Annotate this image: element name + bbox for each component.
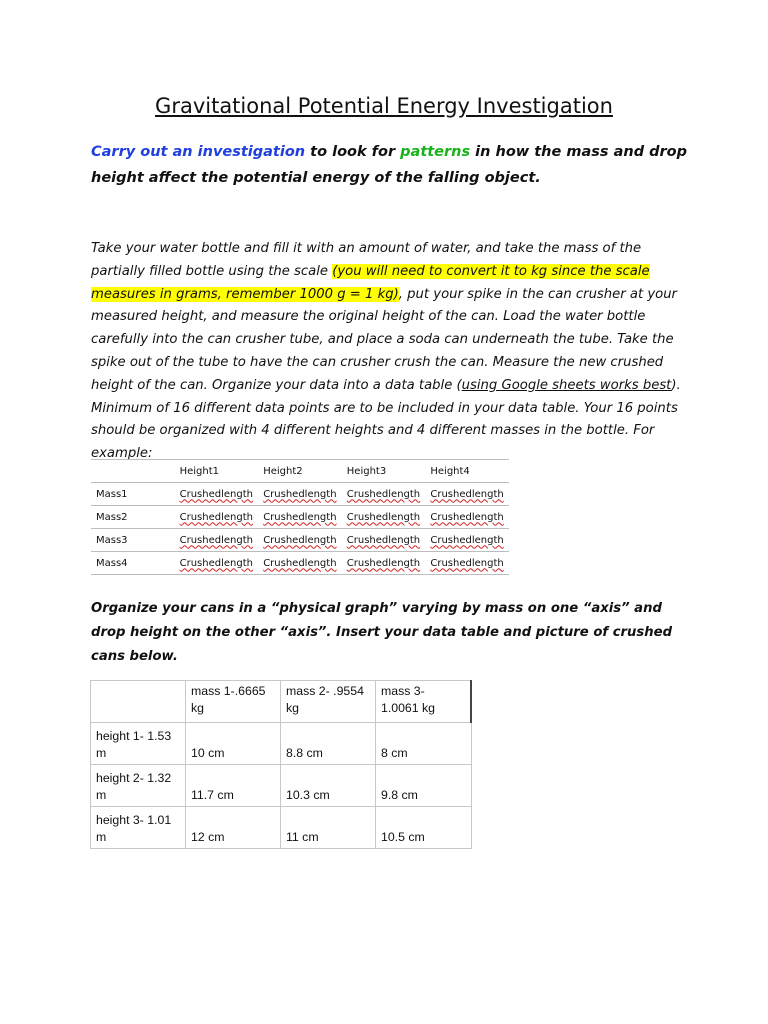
data-table-corner bbox=[91, 681, 186, 723]
data-col-header: mass 3- 1.0061 kg bbox=[376, 681, 472, 723]
instructions-underlined: using Google sheets works best bbox=[461, 377, 672, 393]
intro-text-1: to look for bbox=[305, 144, 401, 160]
example-cell: Crushedlength bbox=[263, 557, 337, 569]
example-cell: Crushedlength bbox=[179, 511, 253, 523]
instructions-highlight: (you will need to convert it to kg since the scale measures in grams, remember 1000 g = 1 kg) bbox=[91, 263, 650, 302]
example-table-header bbox=[91, 460, 509, 483]
data-col-header: mass 1-.6665 kg bbox=[186, 681, 281, 723]
data-cell: 11 cm bbox=[281, 807, 376, 849]
data-cell: 10.3 cm bbox=[281, 765, 376, 807]
table-row bbox=[91, 506, 509, 529]
data-row-label: height 3- 1.01 m bbox=[91, 807, 186, 849]
data-cell: 12 cm bbox=[186, 807, 281, 849]
instructions-text-2: , put your spike in the can crusher at your measured height, and measure the original height of the can. Load the water bottle carefully into the can crusher tube, and place a soda can underneath the tube. Take the spike out of the tube to have the can crusher crush the can. Measure the new crushed height of the can. Organize your data into a data table ( bbox=[91, 286, 677, 393]
data-cell: 10 cm bbox=[186, 723, 281, 765]
example-cell: Crushedlength bbox=[346, 557, 421, 569]
organize-paragraph: Organize your cans in a “physical graph” varying by mass on one “axis” and drop height on the other “axis”. Insert your data table and picture of crushed cans below. bbox=[91, 601, 673, 664]
intro-text-2: in how the mass and drop height affect the potential energy of the falling object. bbox=[91, 144, 687, 186]
data-cell: 11.7 cm bbox=[186, 765, 281, 807]
example-row-label: Mass2 bbox=[91, 506, 175, 529]
data-cell: 8.8 cm bbox=[281, 723, 376, 765]
data-cell: 10.5 cm bbox=[376, 807, 472, 849]
example-col-header: Height2 bbox=[258, 460, 342, 483]
example-cell: Crushedlength bbox=[179, 557, 253, 569]
table-row bbox=[91, 765, 472, 807]
example-cell: Crushedlength bbox=[263, 488, 337, 500]
example-col-header: Height1 bbox=[175, 460, 259, 483]
intro-investigation-phrase: Carry out an investigation bbox=[91, 144, 306, 160]
instructions-text-1: Take your water bottle and fill it with an amount of water, and take the mass of the partially filled bottle using the scale bbox=[91, 241, 642, 279]
example-cell: Crushedlength bbox=[430, 557, 504, 569]
example-cell: Crushedlength bbox=[346, 511, 421, 523]
instructions-paragraph bbox=[91, 238, 691, 466]
example-cell: Crushedlength bbox=[346, 488, 421, 500]
data-table-header bbox=[91, 681, 472, 723]
example-cell: Crushedlength bbox=[430, 511, 504, 523]
example-table-corner bbox=[91, 460, 175, 483]
example-cell: Crushedlength bbox=[430, 488, 504, 500]
table-row bbox=[91, 552, 509, 575]
example-cell: Crushedlength bbox=[263, 534, 337, 546]
table-row bbox=[91, 529, 509, 552]
example-row-label: Mass3 bbox=[91, 529, 175, 552]
data-row-label: height 2- 1.32 m bbox=[91, 765, 186, 807]
example-cell: Crushedlength bbox=[346, 534, 421, 546]
example-col-header: Height3 bbox=[342, 460, 426, 483]
example-row-label: Mass4 bbox=[91, 552, 175, 575]
data-cell: 8 cm bbox=[376, 723, 472, 765]
table-row bbox=[91, 807, 472, 849]
data-row-label: height 1- 1.53 m bbox=[91, 723, 186, 765]
example-col-header: Height4 bbox=[425, 460, 509, 483]
table-row bbox=[91, 483, 509, 506]
example-cell: Crushedlength bbox=[430, 534, 504, 546]
intro-patterns-phrase: patterns bbox=[400, 144, 471, 160]
instructions-text-3: ). Minimum of 16 different data points are to be included in your data table. Your 16 points should be organized with 4 different heights and 4 different masses in the bottle. For example: bbox=[91, 377, 681, 462]
data-col-header: mass 2- .9554 kg bbox=[281, 681, 376, 723]
example-cell: Crushedlength bbox=[263, 511, 337, 523]
example-table bbox=[91, 459, 509, 575]
data-cell: 9.8 cm bbox=[376, 765, 472, 807]
table-row bbox=[91, 723, 472, 765]
example-cell: Crushedlength bbox=[179, 488, 253, 500]
example-row-label: Mass1 bbox=[91, 483, 175, 506]
page-title: Gravitational Potential Energy Investigation bbox=[155, 94, 613, 118]
example-cell: Crushedlength bbox=[179, 534, 253, 546]
data-table bbox=[90, 680, 472, 849]
intro-paragraph bbox=[91, 139, 691, 191]
